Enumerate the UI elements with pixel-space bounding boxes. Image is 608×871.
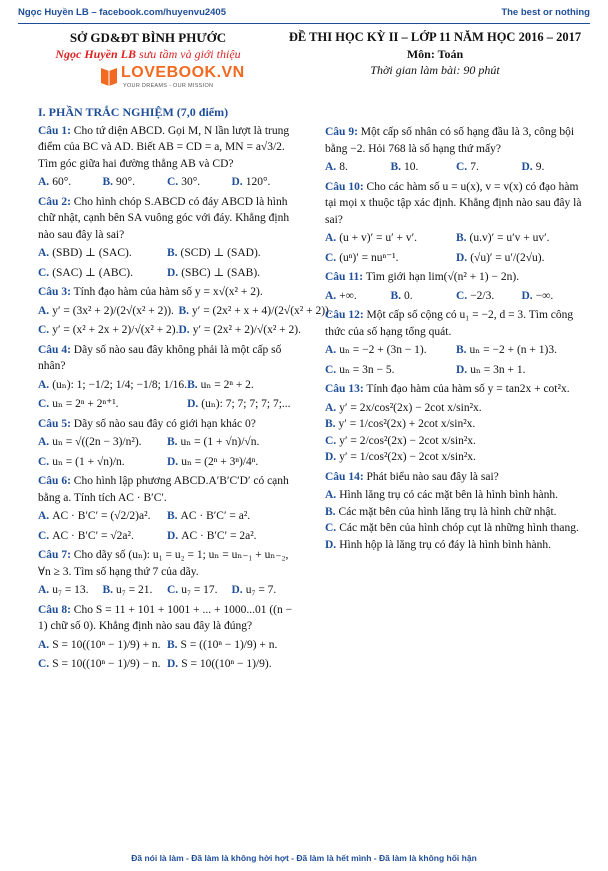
option-text: (uₙ): 1; −1/2; 1/4; −1/8; 1/16. — [52, 378, 188, 391]
option-letter: D. — [456, 363, 468, 376]
option-text: uₙ = 3n + 1. — [470, 363, 526, 376]
question-4-options — [38, 377, 296, 413]
option-letter: A. — [38, 378, 50, 391]
author-name: Ngọc Huyền LB — [55, 47, 137, 61]
option-text: (u + v)′ = u′ + v′. — [339, 232, 417, 244]
question-3-options — [38, 303, 332, 339]
option-c[interactable] — [38, 322, 179, 339]
option-text: +∞. — [339, 289, 357, 302]
option-letter: B. — [178, 304, 190, 317]
option-c[interactable] — [325, 250, 456, 267]
option-text: u₇ = 13. — [52, 584, 89, 596]
question-7-options — [38, 582, 296, 599]
option-letter: D. — [325, 451, 337, 463]
option-d[interactable] — [167, 265, 296, 282]
question-10 — [325, 179, 587, 229]
option-a[interactable] — [325, 230, 456, 247]
question-14 — [325, 469, 587, 486]
option-letter: C. — [38, 455, 50, 468]
option-text: y′ = 1/cos²(2x) − 2cot x/sin²x. — [339, 451, 476, 463]
option-letter: A. — [325, 161, 337, 173]
book-icon — [99, 65, 119, 87]
option-letter: D. — [167, 266, 179, 279]
option-a[interactable] — [38, 582, 103, 599]
question-label: Câu 10: — [325, 180, 364, 193]
option-d[interactable] — [522, 159, 588, 176]
option-text: 120°. — [245, 176, 271, 188]
option-text: S = 10((10ⁿ − 1)/9) − n. — [52, 658, 161, 670]
option-b[interactable] — [179, 303, 332, 320]
option-letter: A. — [325, 401, 337, 414]
option-text: uₙ = 2ⁿ + 2ⁿ⁺¹. — [52, 398, 119, 410]
option-a[interactable] — [38, 637, 167, 654]
option-letter: D. — [231, 584, 243, 596]
question-11 — [325, 269, 587, 286]
option-letter: B. — [325, 505, 336, 518]
question-text: Một cấp số nhân có số hạng đầu là 3, công bội bằng −2. Hỏi 768 là số hạng thứ mấy? — [325, 126, 575, 155]
option-b[interactable] — [103, 582, 168, 599]
option-text: (SBC) ⊥ (SAB). — [181, 266, 261, 279]
option-letter: C. — [325, 363, 337, 376]
option-text: y′ = 2/cos²(2x) − 2cot x/sin²x. — [339, 434, 476, 447]
option-b[interactable] — [103, 174, 168, 191]
option-text: S = ((10ⁿ − 1)/9) + n. — [180, 638, 278, 651]
option-text: y′ = (3x² + 2)/(2√(x² + 2)). — [52, 304, 174, 317]
question-label: Câu 11: — [325, 271, 364, 283]
question-7 — [38, 547, 296, 580]
option-letter: A. — [325, 289, 337, 302]
option-text: u₇ = 21. — [116, 584, 153, 596]
option-c[interactable] — [325, 433, 587, 450]
option-a[interactable] — [38, 245, 167, 262]
option-letter: B. — [187, 378, 198, 391]
option-text: 0. — [404, 289, 413, 302]
option-text: (u.v)′ = u′v + uv′. — [469, 232, 550, 244]
question-2-options — [38, 245, 296, 281]
top-bar — [18, 7, 590, 21]
option-letter: D. — [521, 289, 533, 302]
option-letter: B. — [390, 161, 402, 173]
question-6-options — [38, 508, 296, 544]
option-c[interactable] — [38, 656, 167, 673]
option-b[interactable] — [167, 508, 296, 525]
option-text: −∞. — [535, 289, 554, 302]
option-text: (uⁿ)′ = nuⁿ⁻¹. — [339, 251, 399, 264]
question-8-options — [38, 637, 296, 673]
question-label: Câu 12: — [325, 309, 364, 321]
option-letter: C. — [38, 266, 50, 279]
option-b[interactable] — [187, 377, 296, 394]
option-text: 90°. — [116, 176, 136, 188]
option-text: AC · B′C′ = √2a². — [52, 529, 134, 542]
section-title: I. PHẦN TRẮC NGHIỆM (7,0 điểm) — [38, 105, 229, 119]
option-letter: A. — [38, 304, 50, 317]
option-c[interactable] — [38, 528, 167, 545]
question-label: Câu 4: — [38, 343, 71, 356]
option-text: AC · B′C′ = a². — [180, 510, 251, 522]
option-letter: B. — [102, 584, 114, 596]
lovebook-logo — [99, 64, 249, 94]
question-6 — [38, 473, 296, 506]
option-b[interactable] — [325, 504, 587, 521]
option-text: 10. — [404, 161, 419, 173]
footer-motto: Đã nói là làm - Đã làm là không hời hợt - Đã làm là hết mình - Đã làm là không hối hận — [131, 853, 477, 863]
option-letter: C. — [325, 251, 337, 264]
option-d[interactable] — [167, 528, 296, 545]
option-text: y′ = 1/cos²(2x) + 2cot x/sin²x. — [338, 418, 476, 430]
option-c[interactable] — [456, 159, 522, 176]
option-d[interactable] — [167, 656, 296, 673]
question-text: Một cấp số cộng có u₁ = −2, d = 3. Tìm công thức của số hạng tổng quát. — [325, 309, 574, 338]
option-c[interactable] — [456, 288, 522, 305]
option-text: Các mặt bên của hình lăng trụ là hình chữ nhật. — [338, 505, 557, 518]
option-d[interactable] — [232, 582, 297, 599]
option-text: uₙ = 3n − 5. — [339, 363, 395, 376]
option-b[interactable] — [167, 637, 296, 654]
option-a[interactable] — [38, 174, 103, 191]
question-1-options — [38, 174, 296, 191]
option-text: y′ = (2x² + 2)/√(x² + 2). — [192, 324, 302, 336]
question-label: Câu 7: — [38, 549, 71, 561]
question-text: Tính đạo hàm của hàm số y = tan2x + cot²x. — [366, 383, 570, 395]
option-b[interactable] — [167, 245, 296, 262]
author-line — [18, 47, 278, 62]
question-9 — [325, 124, 587, 157]
option-c[interactable] — [167, 582, 232, 599]
option-letter: D. — [325, 538, 337, 551]
option-text: S = 10((10ⁿ − 1)/9) + n. — [52, 638, 161, 651]
option-text: 9. — [535, 161, 545, 173]
option-text: u₇ = 17. — [181, 584, 218, 596]
option-text: Các mặt bên của hình chóp cụt là những hình thang. — [339, 522, 579, 534]
option-text: y′ = 2x/cos²(2x) − 2cot x/sin²x. — [339, 401, 482, 414]
option-a[interactable] — [38, 303, 179, 320]
question-label: Câu 1: — [38, 124, 71, 137]
option-letter: D. — [187, 398, 199, 410]
left-column — [38, 104, 332, 676]
option-a[interactable] — [325, 342, 456, 359]
question-text: Cho hình lập phương ABCD.A′B′C′D′ có cạnh bằng a. Tính tích AC · B′C′. — [38, 475, 289, 504]
option-text: −2/3. — [470, 289, 495, 302]
option-letter: C. — [38, 529, 50, 542]
option-b[interactable] — [456, 230, 587, 247]
question-label: Câu 3: — [38, 286, 71, 298]
option-text: y′ = (2x² + x + 4)/(2√(x² + 2)). — [192, 304, 332, 317]
option-letter: B. — [390, 289, 402, 302]
option-letter: A. — [38, 176, 50, 188]
motto: The best or nothing — [501, 7, 590, 18]
question-2 — [38, 194, 296, 244]
option-letter: D. — [178, 324, 190, 336]
option-c[interactable] — [38, 396, 187, 413]
option-a[interactable] — [325, 400, 587, 417]
question-text: Cho hình chóp S.ABCD có đáy ABCD là hình chữ nhật, cạnh bên SA vuông góc với đáy. Khẳng định nào sau đây là sai? — [38, 195, 290, 241]
option-letter: C. — [38, 658, 50, 670]
option-d[interactable] — [187, 396, 296, 413]
option-text: uₙ = (1 + √n)/n. — [52, 455, 125, 468]
question-14-options — [325, 487, 587, 553]
question-12 — [325, 307, 587, 340]
option-letter: A. — [38, 584, 50, 596]
option-letter: A. — [38, 638, 50, 651]
option-a[interactable] — [325, 288, 391, 305]
author-facebook-link[interactable]: Ngọc Huyền LB – facebook.com/huyenvu2405 — [18, 7, 227, 18]
question-13-options — [325, 400, 587, 466]
option-a[interactable] — [38, 508, 167, 525]
option-text: 7. — [470, 161, 479, 173]
question-5-options — [38, 434, 296, 470]
option-d[interactable] — [325, 537, 587, 554]
option-letter: B. — [167, 247, 178, 259]
option-letter: D. — [167, 529, 179, 542]
option-letter: A. — [325, 489, 337, 501]
option-letter: A. — [38, 247, 50, 259]
question-text: Phát biểu nào sau đây là sai? — [366, 470, 499, 483]
option-text: 8. — [339, 161, 348, 173]
option-text: AC · B′C′ = (√2/2)a². — [52, 510, 151, 522]
question-label: Câu 14: — [325, 470, 364, 483]
option-letter: D. — [521, 161, 533, 173]
option-text: (uₙ): 7; 7; 7; 7; 7;... — [201, 398, 291, 410]
option-letter: C. — [38, 324, 50, 336]
option-d[interactable] — [167, 454, 296, 471]
right-column — [325, 124, 587, 556]
option-text: AC · B′C′ = 2a². — [181, 529, 257, 542]
option-b[interactable] — [325, 416, 587, 433]
author-suffix: sưu tầm và giới thiệu — [139, 47, 241, 61]
question-9-options — [325, 159, 587, 176]
option-letter: D. — [167, 658, 179, 670]
option-b[interactable] — [167, 434, 296, 451]
option-b[interactable] — [391, 159, 457, 176]
question-10-options — [325, 230, 587, 266]
option-d[interactable] — [522, 288, 588, 305]
option-b[interactable] — [456, 342, 587, 359]
question-label: Câu 5: — [38, 417, 71, 430]
question-text: Cho S = 11 + 101 + 1001 + ... + 1000...01 ((n − 1) chữ số 0). Khẳng định nào sau đây là đúng? — [38, 603, 293, 632]
question-1 — [38, 123, 296, 173]
top-divider — [18, 23, 590, 24]
option-text: u₇ = 7. — [245, 584, 277, 596]
question-text: Tính đạo hàm của hàm số y = x√(x² + 2). — [73, 286, 263, 298]
option-text: uₙ = −2 + (n + 1)3. — [469, 344, 557, 356]
question-text: Cho các hàm số u = u(x), v = v(x) có đạo hàm tại mọi x thuộc tập xác định. Khẳng định nào sau đây là sai? — [325, 180, 582, 226]
exam-title: ĐỀ THI HỌC KỲ II – LỚP 11 NĂM HỌC 2016 – 2017 — [288, 30, 582, 44]
logo-brand-text: LOVEBOOK.VN — [121, 64, 245, 81]
option-text: uₙ = −2 + (3n − 1). — [339, 344, 427, 356]
option-letter: A. — [325, 232, 337, 244]
option-text: Hình lăng trụ có các mặt bên là hình bình hành. — [339, 489, 558, 501]
question-12-options — [325, 342, 587, 378]
option-letter: C. — [325, 434, 337, 447]
question-label: Câu 8: — [38, 603, 71, 616]
option-c[interactable] — [167, 174, 232, 191]
option-d[interactable] — [325, 449, 587, 466]
question-3 — [38, 284, 296, 301]
option-a[interactable] — [38, 434, 167, 451]
question-label: Câu 13: — [325, 383, 364, 395]
question-text: Dãy số nào sau đây không phải là một cấp số nhân? — [38, 343, 282, 372]
option-letter: B. — [456, 344, 467, 356]
question-11-options — [325, 288, 587, 305]
option-text: (SBD) ⊥ (SAC). — [52, 247, 132, 259]
option-letter: C. — [167, 176, 179, 188]
question-13 — [325, 381, 587, 398]
exam-time: Thời gian làm bài: 90 phút — [370, 63, 500, 77]
option-text: S = 10((10ⁿ − 1)/9). — [181, 658, 272, 670]
option-text: Hình hộp là lăng trụ có đáy là hình bình hành. — [339, 538, 551, 551]
option-text: (√u)′ = u′/(2√u). — [470, 251, 545, 264]
question-8 — [38, 602, 296, 635]
question-label: Câu 9: — [325, 126, 358, 138]
option-letter: C. — [325, 522, 337, 534]
option-letter: B. — [102, 176, 114, 188]
option-c[interactable] — [325, 362, 456, 379]
question-4 — [38, 342, 296, 375]
department-name: SỞ GD&ĐT BÌNH PHƯỚC — [69, 30, 227, 45]
option-letter: B. — [167, 510, 178, 522]
question-label: Câu 6: — [38, 475, 71, 487]
option-text: (SAC) ⊥ (ABC). — [52, 266, 133, 279]
option-letter: C. — [167, 584, 179, 596]
option-d[interactable] — [456, 250, 587, 267]
subject: Môn: Toán — [406, 47, 464, 61]
question-text: Cho dãy số (uₙ): u₁ = u₂ = 1; uₙ = uₙ₋₁ + uₙ₋₂, ∀n ≥ 3. Tìm số hạng thứ 7 của dãy. — [38, 549, 289, 578]
option-text: 60°. — [52, 176, 72, 188]
option-a[interactable] — [325, 487, 587, 504]
option-letter: A. — [38, 510, 50, 522]
option-d[interactable] — [232, 174, 297, 191]
option-letter: A. — [38, 436, 50, 448]
question-text: Dãy số nào sau đây có giới hạn khác 0? — [73, 417, 256, 430]
question-label: Câu 2: — [38, 195, 71, 208]
option-letter: A. — [325, 344, 337, 356]
option-c[interactable] — [325, 520, 587, 537]
option-d[interactable] — [179, 322, 332, 339]
option-letter: D. — [456, 251, 468, 264]
option-letter: C. — [38, 398, 50, 410]
question-text: Cho tứ diện ABCD. Gọi M, N lần lượt là trung điểm của BC và AD. Biết AB = CD = a, MN = a√3/2. Tìm góc giữa hai đường thẳng AB và CD? — [38, 124, 290, 170]
option-c[interactable] — [38, 454, 167, 471]
option-letter: B. — [167, 436, 178, 448]
option-letter: B. — [167, 638, 178, 651]
option-c[interactable] — [38, 265, 167, 282]
option-letter: D. — [167, 455, 179, 468]
option-text: (SCD) ⊥ (SAD). — [180, 247, 261, 259]
question-5 — [38, 416, 296, 433]
option-b[interactable] — [391, 288, 457, 305]
option-letter: C. — [456, 161, 468, 173]
option-letter: B. — [456, 232, 467, 244]
option-d[interactable] — [456, 362, 587, 379]
option-a[interactable] — [325, 159, 391, 176]
option-text: uₙ = (1 + √n)/√n. — [180, 436, 260, 448]
question-text: Tìm giới hạn lim(√(n² + 1) − 2n). — [365, 271, 520, 283]
option-text: uₙ = (2ⁿ + 3ⁿ)/4ⁿ. — [181, 455, 259, 468]
option-letter: D. — [231, 176, 243, 188]
option-text: uₙ = √((2n − 3)/n²). — [52, 436, 142, 448]
option-text: uₙ = 2ⁿ + 2. — [200, 378, 254, 391]
option-a[interactable] — [38, 377, 187, 394]
option-letter: C. — [456, 289, 468, 302]
option-letter: B. — [325, 418, 336, 430]
logo-slogan: YOUR DREAMS - OUR MISSION — [123, 83, 214, 89]
option-text: y′ = (x² + 2x + 2)/√(x² + 2). — [52, 324, 179, 336]
option-text: 30°. — [181, 176, 201, 188]
